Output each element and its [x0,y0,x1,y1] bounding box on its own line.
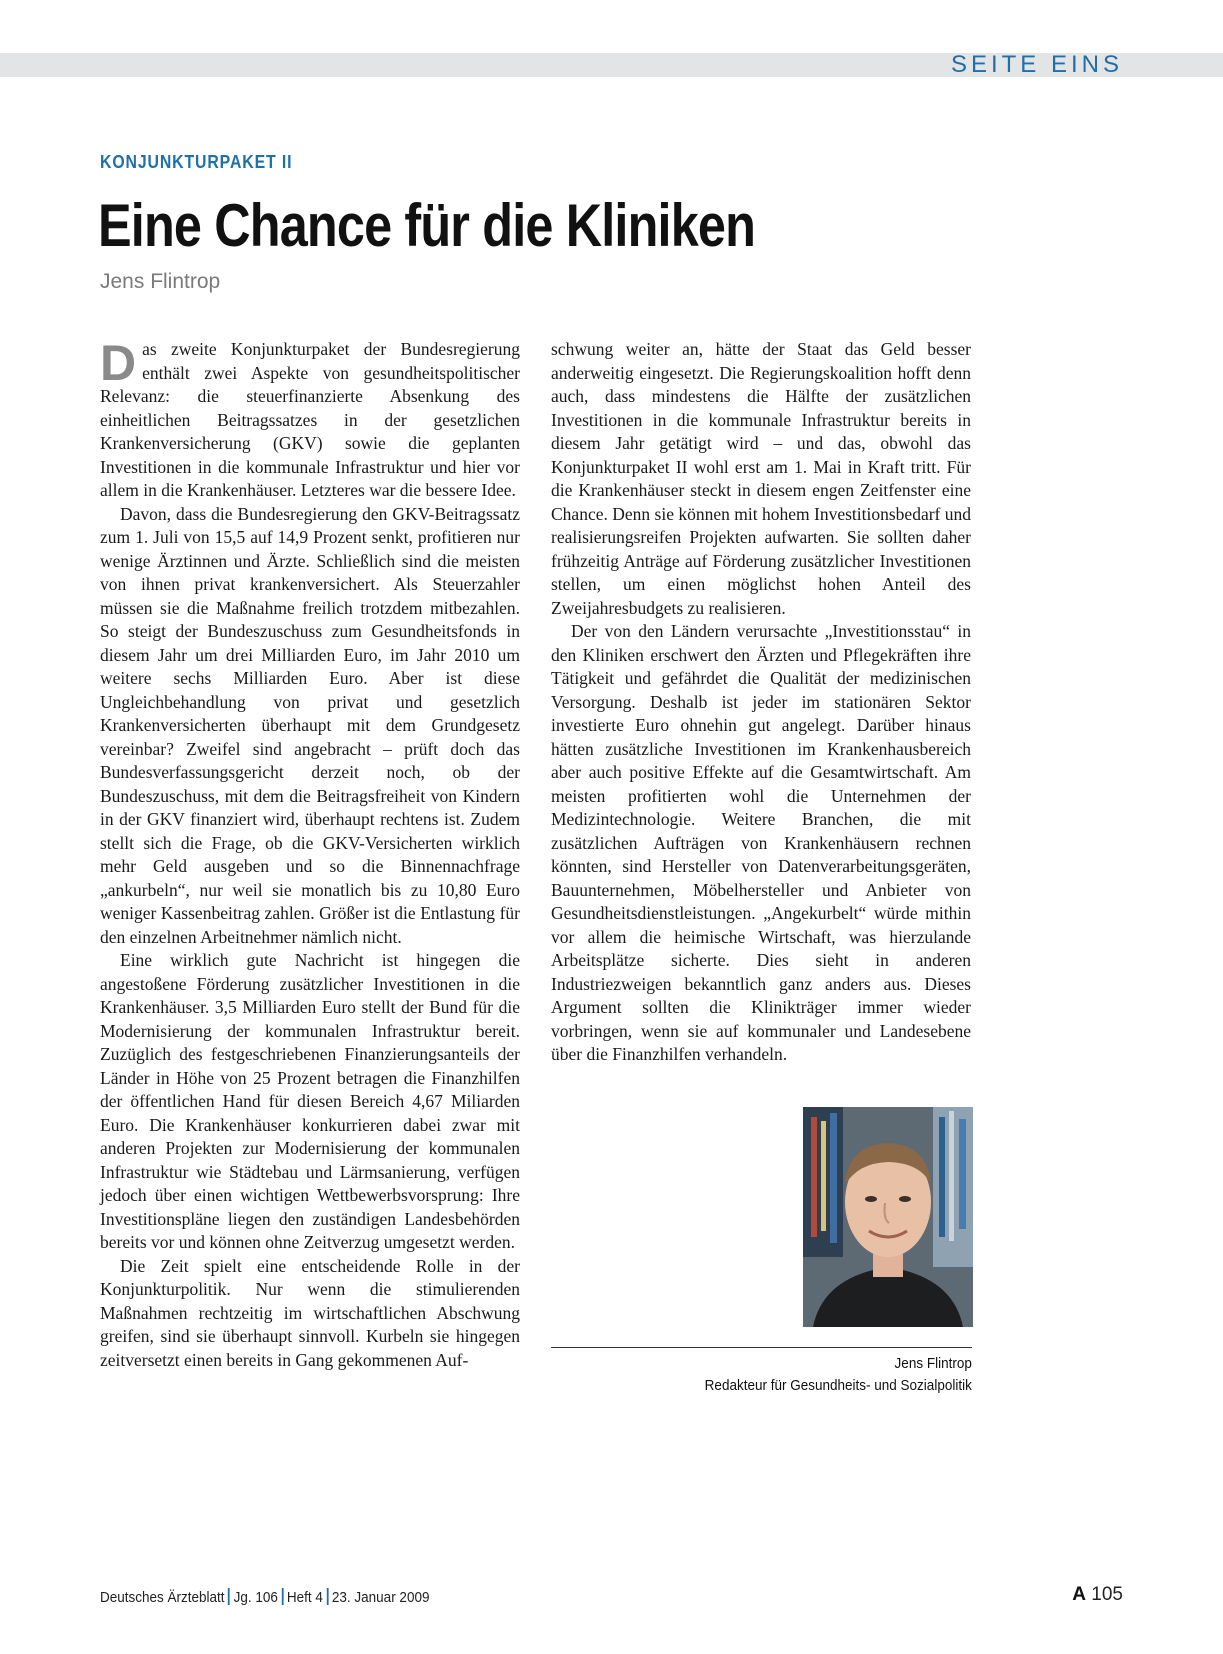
paragraph [100,335,520,503]
caption-name: Jens Flintrop [894,1355,972,1372]
footer-citation [100,1588,429,1606]
text-column-right [551,338,971,1067]
article-title: Eine Chance für die Kliniken [98,192,756,259]
paragraph-text: as zweite Konjunkturpaket der Bundesregierung enthält zwei Aspekte von gesundheitspolitischer Relevanz: die steuerfinanzierte Absenkung des einheitlichen Beitragssatzes in der gesetzlichen Krankenversicherung (GKV) sowie die geplanten Investitionen in die kommunale Infrastruktur und hier vor allem in die Krankenhäuser. Letzteres war die bessere Idee. [100,339,520,500]
text-column-left [100,335,520,1372]
section-label: SEITE EINS [950,51,1123,78]
paragraph: schwung weiter an, hätte der Staat das Geld besser anderweitig eingesetzt. Die Regierungskoalition hofft denn auch, dass mindestens die Hälfte der zusätzlichen Investitionen in die kommunale Infrastruktur bereits in diesem Jahr getätigt wird – und das, obwohl das Konjunkturpaket II wohl erst am 1. Mai in Kraft tritt. Für die Krankenhäuser steckt in diesem engen Zeitfenster eine Chance. Denn sie können mit hohem Investitionsbedarf und realisierungsreifen Projekten aufwarten. Sie sollten daher frühzeitig Anträge auf Förderung zusätzlicher Investitionen stellen, um einen möglichst hohen Anteil des Zweijahresbudgets zu realisieren. [551,339,971,618]
paragraph: Der von den Ländern verursachte „Investitionsstau“ in den Kliniken erschwert den Ärzten und Pflegekräften ihre Tätigkeit und gefährdet die Qualität der medizinischen Versorgung. Deshalb ist jeder im stationären Sektor investierte Euro ohnehin gut angelegt. Darüber hinaus hätten zusätzliche Investitionen im Krankenhausbereich aber auch positive Effekte auf die Gesamtwirtschaft. Am meisten profitierten wohl die Unternehmen der Medizintechnologie. Weitere Branchen, die mit zusätzlichen Aufträgen von Krankenhäusern rechnen könnten, sind Hersteller von Datenverarbeitungsgeräten, Bauunternehmen, Möbelhersteller und Anbieter von Gesundheitsdienstleistungen. „Angekurbelt“ würde mithin vor allem die heimische Wirtschaft, was hierzulande Arbeitsplätze sicherte. Dies sieht in anderen Industriezweigen bekanntlich ganz anders aus. Dieses Argument sollten die Klinikträger immer wieder vorbringen, wenn sie auf kommunaler und Landesebene über die Finanzhilfen verhandeln. [551,621,971,1064]
author-photo [803,1107,973,1327]
article-kicker: KONJUNKTURPAKET II [100,152,293,172]
footer-separator [228,1588,230,1605]
paragraph: Die Zeit spielt eine entscheidende Rolle in der Konjunkturpolitik. Nur wenn die stimulierenden Maßnahmen rechtzeitig im wirtschaftlichen Abschwung greifen, sind sie überhaupt sinnvoll. Kurbeln sie hingegen zeitversetzt einen bereits in Gang gekommenen Auf- [100,1255,520,1370]
footer-date: 23. Januar 2009 [331,1589,430,1606]
caption-rule [551,1347,972,1348]
footer-issue: Heft 4 [286,1589,323,1606]
paragraph: Eine wirklich gute Nachricht ist hingegen die angestoßene Förderung zusätzlicher Investitionen in die Krankenhäuser. 3,5 Milliarden Euro stellt der Bund für die Modernisierung der kommunalen Infrastruktur bereit. Zuzüglich des festgeschriebenen Finanzierungsanteils der Länder in Höhe von 25 Prozent betragen die Finanzhilfen der öffentlichen Hand für diesen Bereich 4,67 Miliarden Euro. Die Krankenhäuser konkurrieren dabei zwar mit anderen Projekten zur Modernisierung der kommunalen Infrastruktur wie Städtebau und Lärmsanierung, verfügen jedoch über einen wichtigen Wettbewerbsvorsprung: Ihre Investitionspläne liegen den zuständigen Landesbehörden bereits vor und können ohne Zeitverzug umgesetzt werden. [100,950,520,1252]
footer-publication: Deutsches Ärzteblatt [100,1589,225,1606]
page-number-value: 105 [1091,1584,1123,1605]
article-author: Jens Flintrop [100,270,221,293]
footer-separator [326,1588,328,1605]
photo-caption [705,1353,972,1397]
footer-volume: Jg. 106 [233,1589,278,1606]
paragraph: Davon, dass die Bundesregierung den GKV-Beitragssatz zum 1. Juli von 15,5 auf 14,9 Prozent senkt, profitieren nur wenige Ärztinnen und Ärzte. Schließlich sind die meisten von ihnen privat krankenversichert. Als Steuerzahler müssen sie die Maßnahme freilich trotzdem mitbezahlen. So steigt der Bundeszuschuss zum Gesundheitsfonds in diesem Jahr um drei Milliarden Euro, im Jahr 2010 um weitere sechs Milliarden Euro. Aber ist diese Ungleichbehandlung von privat und gesetzlich Krankenversicherten überhaupt mit dem Grundgesetz vereinbar? Zweifel sind angebracht – prüft doch das Bundesverfassungsgericht derzeit noch, ob der Bundeszuschuss, mit dem die Beitragsfreiheit von Kindern in der GKV finanziert wird, überhaupt rechtens ist. Zudem stellt sich die Frage, ob die GKV-Versicherten wirklich mehr Geld ausgeben und so die Binnennachfrage „ankurbeln“, nur weil sie monatlich bis zu 10,80 Euro weniger Kassenbeitrag zahlen. Größer ist die Entlastung für den einzelnen Arbeitnehmer nämlich nicht. [100,503,520,947]
page-number [1072,1584,1123,1606]
page-prefix: A [1072,1584,1087,1605]
caption-role: Redakteur für Gesundheits- und Sozialpolitik [704,1377,972,1394]
footer-separator [281,1588,283,1605]
drop-cap: D [100,335,137,391]
